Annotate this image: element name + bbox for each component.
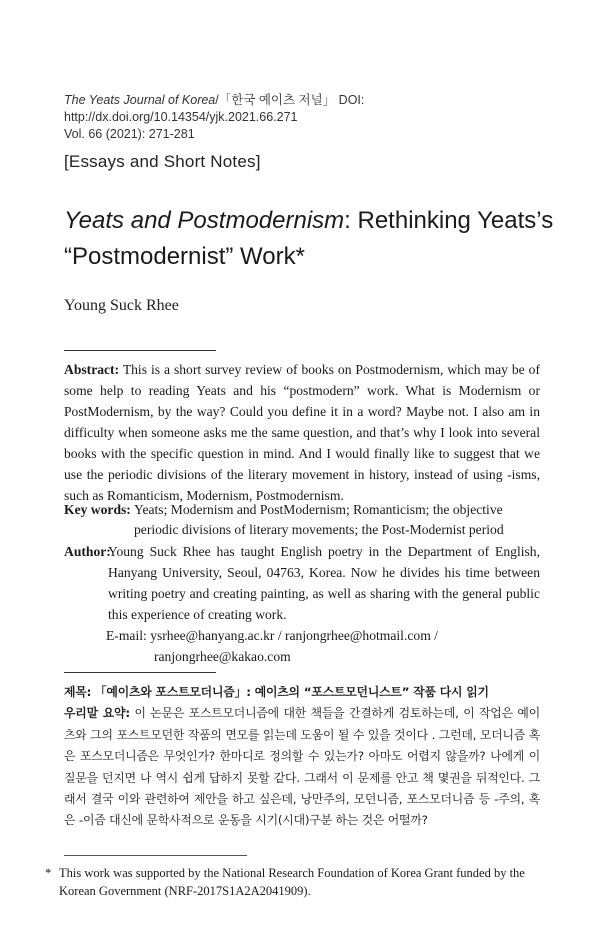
footnote-text-1: This work was supported by the National Research Foundation of Korea Grant funded by the: [59, 866, 525, 880]
korean-title-line: [64, 682, 540, 703]
journal-volume: Vol. 66 (2021): 271-281: [64, 127, 195, 141]
paper-title: [64, 203, 564, 275]
korean-summary: [64, 703, 540, 831]
author-name: Young Suck Rhee: [64, 297, 179, 314]
korean-title-text: 「예이츠와 포스트모더니즘」: 예이츠의 “포스트모던니스트” 작품 다시 읽기: [94, 685, 489, 699]
title-italic: Yeats and Postmodernism: [64, 207, 345, 234]
journal-citation-line: [64, 92, 564, 126]
korean-summary-text: 이 논문은 포스트모더니즘에 대한 책들을 간결하게 검토하는데, 이 작업은 예이츠와 그의 포스트모던한 작품의 면모를 읽는데 도움이 될 수 있을 것이다 . 그런데, 모더니즘 혹은 포스모더니즘은 무엇인가? 한마디로 정의할 수 있는가? 아마도 어렵지 않을까? 나에게 이 질문을 던지면 나 역시 쉽게 답하지 못할 같다. 그래서 이 문제를 안고 책 몇권을 뒤적인다. 그래서 결국 이와 관련하여 제안을 하고 싶은데, 낭만주의, 모던니즘, 포스모더니즘 등 -주의, 혹은 -이즘 대신에 문학사적으로 운동을 시기(시대)구분 하는 것은 어떨까?: [64, 706, 540, 828]
author-bio-block: [64, 541, 540, 667]
footnote: [45, 864, 555, 900]
author-bio-text: Young Suck Rhee has taught English poetry in the Department of English, Hanyang University, Seoul, 04763, Korea. Now he divides his time between writing poetry and creating painting, as well as sharing with the general public this experience of creating work.: [108, 544, 540, 622]
section-label: [Essays and Short Notes]: [64, 152, 261, 171]
keywords-label: Key words:: [64, 502, 131, 517]
journal-name: The Yeats Journal of Korea: [64, 93, 216, 107]
footnote-rule: [64, 855, 247, 856]
author-bio-label: Author:: [64, 544, 111, 559]
keywords-text: Yeats; Modernism and PostModernism; Romanticism; the objective periodic divisions of literary movements; the Post-Modernist period: [134, 502, 504, 537]
divider-rule: [64, 350, 216, 351]
footnote-line-2: Korean Government (NRF-2017S1A2A2041909).: [59, 884, 311, 898]
footnote-line-1: [45, 864, 555, 882]
journal-header: [64, 92, 564, 143]
email-addresses: ysrhee@hanyang.ac.kr / ranjongrhee@hotmail.com /: [150, 628, 438, 643]
email-address-continued: ranjongrhee@kakao.com: [154, 649, 291, 664]
title-line-1: [64, 203, 564, 239]
abstract-text: This is a short survey review of books on Postmodernism, which may be of some help to reading Yeats and his “postmodern” work. What is Modernism or PostModernism, by the way? Could you define it in a word? Maybe not. I also am in difficulty when someone asks me the same question, and that’s why I look into several books with the specific question in mind. And I would finally like to suggest that we use the periodic divisions of the literary movement in history, instead of using -isms, such as Romanticism, Modernism, Postmodernism.: [64, 362, 540, 503]
abstract-label: Abstract:: [64, 362, 120, 377]
keywords-block: [64, 500, 540, 540]
footnote-mark: *: [45, 866, 52, 880]
title-rest: : Rethinking Yeats’s: [344, 207, 554, 234]
journal-korean-doi: /「한국 예이츠 저널」 DOI: http://dx.doi.org/10.14354/yjk.2021.66.271: [64, 93, 365, 124]
korean-title-label: 제목:: [64, 685, 92, 699]
email-label: E-mail:: [106, 628, 147, 643]
author-bio-row: [64, 541, 540, 625]
divider-rule: [64, 672, 216, 673]
korean-summary-label: 우리말 요약:: [64, 706, 130, 721]
title-line-2: “Postmodernist” Work*: [64, 243, 305, 270]
korean-summary-block: [64, 682, 540, 832]
abstract-block: [64, 359, 540, 506]
email-line: [106, 625, 540, 646]
